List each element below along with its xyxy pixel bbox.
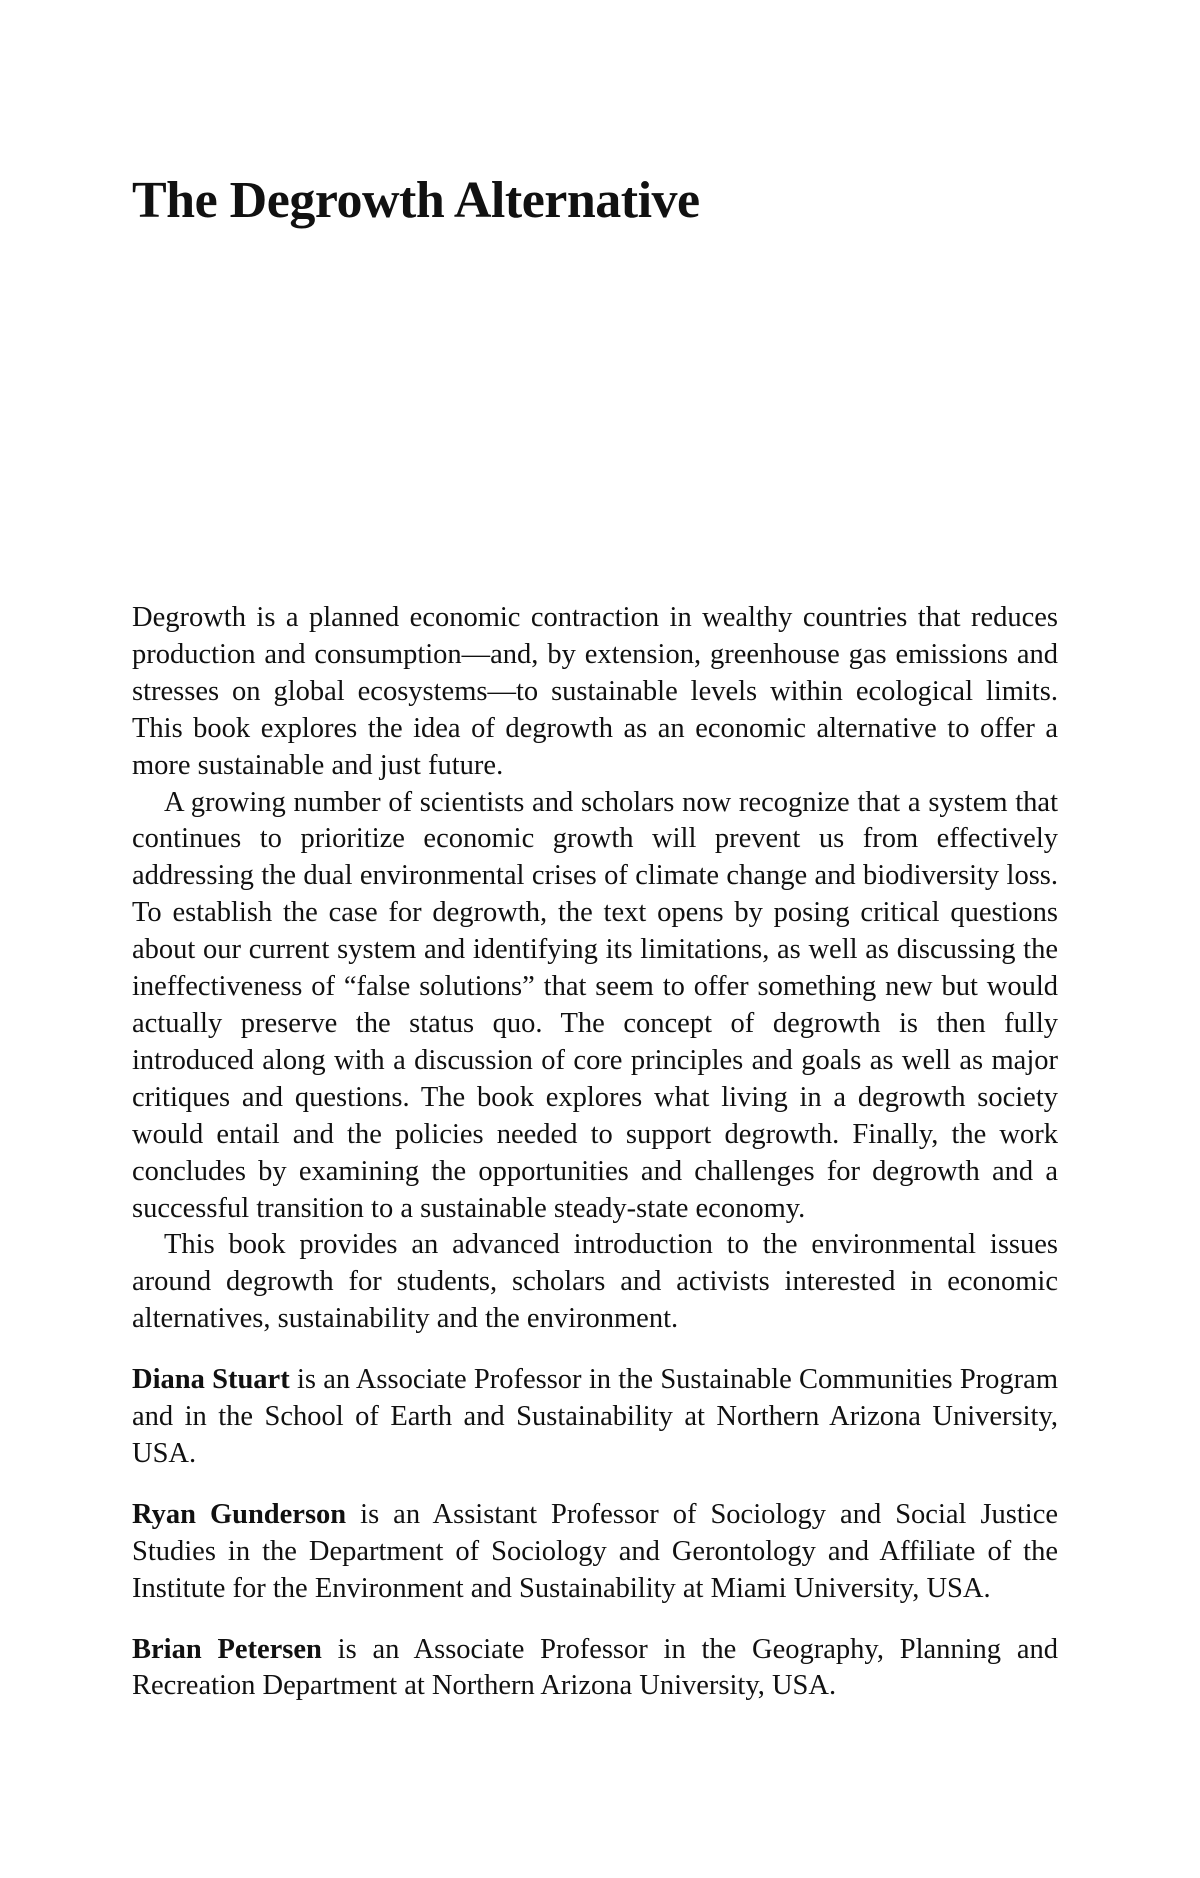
author-bio-ryan-gunderson: [132, 1497, 1058, 1608]
blurb: [132, 600, 1058, 1338]
author-bio-diana-stuart: [132, 1362, 1058, 1473]
book-title: The Degrowth Alternative: [132, 172, 700, 229]
author-name: Brian Petersen: [132, 1633, 322, 1665]
author-name: Ryan Gunderson: [132, 1498, 347, 1530]
book-description: [132, 600, 1058, 1705]
blurb-paragraph-3: This book provides an advanced introduction to the environmental issues around degrowth for students, scholars and activists interested in economic alternatives, sustainability and the environment.: [132, 1229, 1058, 1335]
blurb-paragraph-2: A growing number of scientists and scholars now recognize that a system that continues to prioritize economic growth will prevent us from effectively addressing the dual environmental crises of climate change and biodiversity loss. To establish the case for degrowth, the text opens by posing critical questions about our current system and identifying its limitations, as well as discussing the ineffectiveness of “false solutions” that seem to offer something new but would actually preserve the status quo. The concept of degrowth is then fully introduced along with a discussion of core principles and goals as well as major critiques and questions. The book explores what living in a degrowth society would entail and the policies needed to support degrowth. Finally, the work concludes by examining the opportunities and challenges for degrowth and a successful transition to a sustainable steady-state economy.: [132, 786, 1058, 1224]
author-bio-text: is an Assistant Professor of Sociology and Social Justice Studies in the Department of Sociology and Gerontology and Affiliate of the Institute for the Environment and Sustainability at Miami University, USA.: [132, 1498, 1059, 1604]
author-bio-brian-petersen: [132, 1632, 1058, 1706]
author-bio-text: is an Associate Professor in the Sustainable Communities Program and in the School of Earth and Sustainability at Northern Arizona University, USA.: [132, 1364, 1058, 1469]
author-name: Diana Stuart: [132, 1364, 290, 1396]
blurb-paragraph-1: Degrowth is a planned economic contraction in wealthy countries that reduces production and consumption—and, by extension, greenhouse gas emissions and stresses on global ecosystems—to sustainable levels within ecological limits. This book explores the idea of degrowth as an economic alternative to offer a more sustainable and just future.: [132, 602, 1058, 781]
author-bio-text: is an Associate Professor in the Geography, Planning and Recreation Department at Northern Arizona University, USA.: [132, 1633, 1058, 1702]
